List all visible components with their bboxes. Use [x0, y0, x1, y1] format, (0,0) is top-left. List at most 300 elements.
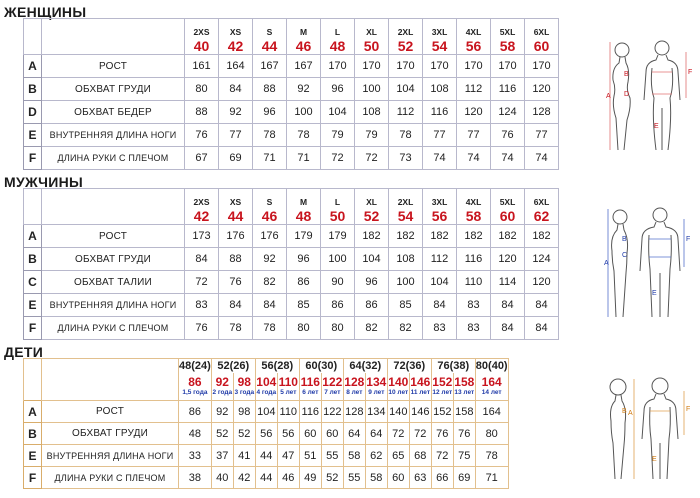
value-cell: 104 [321, 101, 355, 124]
age-label: 11 лет [410, 388, 431, 396]
size-header-cell [355, 19, 389, 55]
size-header-cell [219, 19, 253, 55]
value-cell: 92 [253, 248, 287, 271]
intl-size-label: 4XL [465, 27, 482, 37]
table-row [24, 225, 559, 248]
table-row [24, 101, 559, 124]
value-cell: 120 [525, 271, 559, 294]
size-header-cell [457, 19, 491, 55]
height-value-label: 140 [388, 374, 409, 389]
row-letter: B [24, 78, 42, 101]
men-size-table [23, 188, 559, 340]
size-header-cell [287, 189, 321, 225]
kids-title: ДЕТИ [4, 344, 44, 360]
intl-size-label: 5XL [499, 197, 516, 207]
value-cell: 86 [287, 271, 321, 294]
intl-size-label: S [266, 27, 273, 37]
value-cell: 73 [389, 147, 423, 170]
value-cell: 116 [423, 101, 457, 124]
value-cell: 82 [253, 271, 287, 294]
intl-size-label: 4XL [465, 197, 482, 207]
table-row [24, 423, 509, 445]
kids-body-figure [598, 375, 698, 485]
size-header-cell [253, 19, 287, 55]
table-row [24, 248, 559, 271]
row-parameter-label: ВНУТРЕННЯЯ ДЛИНА НОГИ [42, 445, 179, 467]
value-cell: 122 [321, 401, 343, 423]
height-size-header [321, 373, 343, 401]
svg-text:F: F [688, 69, 693, 76]
size-header-cell [185, 189, 219, 225]
women-body-figure [600, 38, 700, 158]
value-cell: 120 [491, 248, 525, 271]
height-value-label: 92 [215, 374, 229, 389]
age-group-header: 76(38) [431, 359, 475, 373]
svg-text:F: F [686, 406, 691, 413]
size-header-cell [321, 19, 355, 55]
size-header-cell [389, 189, 423, 225]
svg-text:A: A [606, 93, 611, 100]
row-parameter-label: ОБХВАТ ГРУДИ [42, 78, 185, 101]
value-cell: 33 [179, 445, 212, 467]
value-cell: 161 [185, 55, 219, 78]
value-cell: 74 [457, 147, 491, 170]
svg-text:B: B [622, 236, 627, 243]
ru-size-label: 56 [465, 38, 482, 54]
age-label: 2 года [212, 388, 233, 396]
height-value-label: 122 [322, 374, 343, 389]
height-value-label: 86 [188, 374, 202, 389]
intl-size-label: 2XL [397, 27, 414, 37]
value-cell: 52 [321, 467, 343, 489]
value-cell: 84 [491, 294, 525, 317]
ru-size-label: 54 [431, 38, 448, 54]
size-header-cell [253, 189, 287, 225]
age-label: 6 лет [302, 388, 319, 396]
value-cell: 134 [365, 401, 387, 423]
height-size-header [277, 373, 299, 401]
value-cell: 72 [355, 147, 389, 170]
value-cell: 128 [343, 401, 365, 423]
height-size-header [299, 373, 321, 401]
svg-text:E: E [652, 456, 657, 463]
height-size-header [179, 373, 212, 401]
value-cell: 112 [389, 101, 423, 124]
value-cell: 51 [299, 445, 321, 467]
height-value-label: 164 [481, 374, 502, 389]
height-size-header [409, 373, 431, 401]
height-value-label: 110 [278, 374, 298, 389]
row-parameter-label: РОСТ [42, 401, 179, 423]
men-body-figure [598, 205, 698, 325]
row-letter: A [24, 225, 42, 248]
size-header-cell [287, 19, 321, 55]
row-parameter-label: РОСТ [42, 225, 185, 248]
value-cell: 78 [219, 317, 253, 340]
value-cell: 74 [423, 147, 457, 170]
value-cell: 96 [321, 78, 355, 101]
age-group-header: 80(40) [475, 359, 508, 372]
value-cell: 78 [475, 445, 508, 467]
value-cell: 62 [365, 445, 387, 467]
intl-size-label: 2XS [193, 197, 210, 207]
height-value-label: 146 [410, 374, 431, 389]
value-cell: 120 [525, 78, 559, 101]
value-cell: 170 [525, 55, 559, 78]
value-cell: 63 [409, 467, 431, 489]
row-letter: A [24, 55, 42, 78]
intl-size-label: L [334, 27, 341, 37]
header-blank [24, 359, 42, 401]
row-letter: F [24, 467, 42, 489]
value-cell: 158 [453, 401, 475, 423]
value-cell: 84 [525, 294, 559, 317]
row-letter: A [24, 401, 42, 423]
height-size-header [211, 373, 233, 401]
value-cell: 76 [431, 423, 453, 445]
value-cell: 104 [255, 401, 277, 423]
height-size-header [475, 373, 508, 401]
table-row [24, 271, 559, 294]
value-cell: 41 [233, 445, 255, 467]
intl-size-label: XS [229, 27, 242, 37]
value-cell: 167 [287, 55, 321, 78]
ru-size-label: 44 [261, 38, 278, 54]
value-cell: 96 [253, 101, 287, 124]
value-cell: 86 [321, 294, 355, 317]
intl-size-label: 6XL [533, 27, 550, 37]
height-value-label: 152 [432, 374, 453, 389]
size-header-cell [423, 189, 457, 225]
age-label: 5 лет [280, 388, 297, 396]
row-letter: D [24, 101, 42, 124]
header-blank [24, 19, 42, 55]
age-group-header: 52(26) [211, 359, 255, 373]
height-size-header [233, 373, 255, 401]
size-header-cell [185, 19, 219, 55]
intl-size-label: XL [366, 27, 377, 37]
value-cell: 179 [287, 225, 321, 248]
value-cell: 48 [179, 423, 212, 445]
intl-size-label: L [334, 197, 341, 207]
value-cell: 64 [343, 423, 365, 445]
size-header-cell [423, 19, 457, 55]
age-label: 12 лет [432, 388, 453, 396]
svg-text:B: B [624, 71, 629, 78]
value-cell: 72 [387, 423, 409, 445]
age-group-header: 56(28) [255, 359, 299, 373]
value-cell: 78 [253, 317, 287, 340]
height-size-header [453, 373, 475, 401]
value-cell: 170 [321, 55, 355, 78]
value-cell: 110 [277, 401, 299, 423]
value-cell: 72 [409, 423, 431, 445]
value-cell: 82 [355, 317, 389, 340]
value-cell: 112 [423, 248, 457, 271]
value-cell: 112 [457, 78, 491, 101]
value-cell: 80 [475, 423, 508, 445]
header-blank [42, 19, 185, 55]
svg-text:E: E [652, 290, 657, 297]
value-cell: 60 [299, 423, 321, 445]
age-group-header: 60(30) [299, 359, 343, 373]
row-parameter-label: ОБХВАТ ТАЛИИ [42, 271, 185, 294]
value-cell: 124 [491, 101, 525, 124]
row-parameter-label: ОБХВАТ ГРУДИ [42, 248, 185, 271]
value-cell: 100 [321, 248, 355, 271]
value-cell: 104 [355, 248, 389, 271]
value-cell: 77 [457, 124, 491, 147]
table-row [24, 467, 509, 489]
age-label: 14 лет [481, 388, 502, 396]
svg-text:F: F [686, 236, 691, 243]
height-size-header [343, 373, 365, 401]
value-cell: 83 [457, 294, 491, 317]
value-cell: 85 [389, 294, 423, 317]
value-cell: 71 [475, 467, 508, 489]
value-cell: 88 [219, 248, 253, 271]
value-cell: 128 [525, 101, 559, 124]
row-parameter-label: РОСТ [42, 55, 185, 78]
ru-size-label: 42 [227, 38, 244, 54]
value-cell: 52 [233, 423, 255, 445]
ru-size-label: 58 [465, 208, 482, 224]
value-cell: 182 [355, 225, 389, 248]
ru-size-label: 50 [329, 208, 346, 224]
value-cell: 170 [457, 55, 491, 78]
value-cell: 55 [343, 467, 365, 489]
intl-size-label: 3XL [431, 197, 448, 207]
value-cell: 38 [179, 467, 212, 489]
row-letter: E [24, 124, 42, 147]
value-cell: 58 [365, 467, 387, 489]
value-cell: 76 [219, 271, 253, 294]
value-cell: 84 [253, 294, 287, 317]
value-cell: 46 [277, 467, 299, 489]
table-row [24, 55, 559, 78]
value-cell: 66 [431, 467, 453, 489]
table-row [24, 317, 559, 340]
value-cell: 52 [211, 423, 233, 445]
height-value-label: 128 [344, 374, 365, 389]
value-cell: 80 [287, 317, 321, 340]
value-cell: 74 [525, 147, 559, 170]
table-row [24, 401, 509, 423]
ru-size-label: 52 [363, 208, 380, 224]
value-cell: 100 [287, 101, 321, 124]
value-cell: 92 [219, 101, 253, 124]
row-parameter-label: ВНУТРЕННЯЯ ДЛИНА НОГИ [42, 124, 185, 147]
row-letter: F [24, 317, 42, 340]
value-cell: 84 [219, 78, 253, 101]
intl-size-label: 5XL [499, 27, 516, 37]
value-cell: 76 [185, 124, 219, 147]
row-parameter-label: ДЛИНА РУКИ С ПЛЕЧОМ [42, 147, 185, 170]
value-cell: 60 [321, 423, 343, 445]
value-cell: 74 [491, 147, 525, 170]
row-parameter-label: ВНУТРЕННЯЯ ДЛИНА НОГИ [42, 294, 185, 317]
value-cell: 88 [185, 101, 219, 124]
value-cell: 116 [491, 78, 525, 101]
value-cell: 69 [453, 467, 475, 489]
value-cell: 114 [491, 271, 525, 294]
value-cell: 108 [423, 78, 457, 101]
value-cell: 96 [287, 248, 321, 271]
value-cell: 108 [355, 101, 389, 124]
value-cell: 100 [389, 271, 423, 294]
value-cell: 67 [185, 147, 219, 170]
size-header-cell [321, 189, 355, 225]
value-cell: 69 [219, 147, 253, 170]
value-cell: 78 [253, 124, 287, 147]
intl-size-label: M [299, 27, 308, 37]
svg-text:A: A [604, 260, 609, 267]
svg-text:A: A [628, 410, 633, 417]
size-header-cell [389, 19, 423, 55]
age-label: 4 года [256, 388, 277, 396]
intl-size-label: 2XL [397, 197, 414, 207]
ru-size-label: 54 [397, 208, 414, 224]
height-size-header [365, 373, 387, 401]
age-label: 10 лет [388, 388, 409, 396]
ru-size-label: 44 [227, 208, 244, 224]
age-group-header: 72(36) [387, 359, 431, 373]
value-cell: 82 [389, 317, 423, 340]
height-size-header [431, 373, 453, 401]
value-cell: 120 [457, 101, 491, 124]
row-parameter-label: ДЛИНА РУКИ С ПЛЕЧОМ [42, 317, 185, 340]
height-size-header [255, 373, 277, 401]
value-cell: 146 [409, 401, 431, 423]
value-cell: 124 [525, 248, 559, 271]
value-cell: 58 [343, 445, 365, 467]
value-cell: 68 [409, 445, 431, 467]
value-cell: 72 [321, 147, 355, 170]
size-header-cell [219, 189, 253, 225]
value-cell: 83 [423, 317, 457, 340]
value-cell: 88 [253, 78, 287, 101]
value-cell: 78 [287, 124, 321, 147]
value-cell: 86 [355, 294, 389, 317]
value-cell: 79 [321, 124, 355, 147]
value-cell: 176 [253, 225, 287, 248]
svg-text:E: E [654, 123, 659, 130]
size-header-cell [525, 19, 559, 55]
size-header-cell [525, 189, 559, 225]
value-cell: 98 [233, 401, 255, 423]
row-letter: C [24, 271, 42, 294]
value-cell: 65 [387, 445, 409, 467]
value-cell: 84 [185, 248, 219, 271]
table-row [24, 124, 559, 147]
value-cell: 173 [185, 225, 219, 248]
row-parameter-label: ДЛИНА РУКИ С ПЛЕЧОМ [42, 467, 179, 489]
value-cell: 152 [431, 401, 453, 423]
ru-size-label: 48 [295, 208, 312, 224]
row-parameter-label: ОБХВАТ БЕДЕР [42, 101, 185, 124]
row-letter: E [24, 445, 42, 467]
value-cell: 71 [253, 147, 287, 170]
child-side-silhouette [610, 379, 626, 479]
value-cell: 176 [219, 225, 253, 248]
value-cell: 75 [453, 445, 475, 467]
age-label: 1,5 года [182, 388, 208, 396]
value-cell: 37 [211, 445, 233, 467]
value-cell: 116 [457, 248, 491, 271]
value-cell: 85 [287, 294, 321, 317]
intl-size-label: 2XS [193, 27, 210, 37]
height-size-header [387, 373, 409, 401]
value-cell: 60 [387, 467, 409, 489]
value-cell: 47 [277, 445, 299, 467]
ru-size-label: 56 [431, 208, 448, 224]
row-letter: E [24, 294, 42, 317]
value-cell: 116 [299, 401, 321, 423]
ru-size-label: 46 [261, 208, 278, 224]
age-label: 13 лет [454, 388, 475, 396]
table-row [24, 78, 559, 101]
row-letter: B [24, 423, 42, 445]
kids-size-table [23, 358, 509, 489]
ru-size-label: 58 [499, 38, 516, 54]
row-letter: B [24, 248, 42, 271]
size-header-cell [457, 189, 491, 225]
value-cell: 182 [525, 225, 559, 248]
size-header-cell [355, 189, 389, 225]
header-blank [42, 359, 179, 401]
men-title: МУЖЧИНЫ [4, 174, 84, 190]
value-cell: 55 [321, 445, 343, 467]
height-value-label: 158 [454, 374, 475, 389]
age-label: 7 лет [324, 388, 341, 396]
svg-text:D: D [624, 91, 630, 98]
value-cell: 170 [389, 55, 423, 78]
value-cell: 100 [355, 78, 389, 101]
header-blank [24, 189, 42, 225]
age-label: 9 лет [368, 388, 385, 396]
value-cell: 104 [389, 78, 423, 101]
value-cell: 84 [423, 294, 457, 317]
value-cell: 164 [219, 55, 253, 78]
value-cell: 170 [423, 55, 457, 78]
woman-front-silhouette [644, 41, 680, 150]
value-cell: 104 [423, 271, 457, 294]
value-cell: 80 [321, 317, 355, 340]
intl-size-label: S [266, 197, 273, 207]
value-cell: 84 [525, 317, 559, 340]
value-cell: 77 [525, 124, 559, 147]
table-row [24, 294, 559, 317]
value-cell: 96 [355, 271, 389, 294]
child-front-silhouette [642, 378, 678, 479]
svg-text:B: B [622, 408, 627, 415]
ru-size-label: 62 [533, 208, 550, 224]
value-cell: 90 [321, 271, 355, 294]
value-cell: 80 [185, 78, 219, 101]
age-group-header: 64(32) [343, 359, 387, 373]
value-cell: 77 [423, 124, 457, 147]
value-cell: 179 [321, 225, 355, 248]
header-blank [42, 189, 185, 225]
value-cell: 64 [365, 423, 387, 445]
value-cell: 164 [475, 401, 508, 423]
svg-text:C: C [622, 252, 628, 259]
height-value-label: 116 [300, 374, 320, 389]
value-cell: 84 [491, 317, 525, 340]
value-cell: 167 [253, 55, 287, 78]
ru-size-label: 42 [193, 208, 210, 224]
intl-size-label: XS [229, 197, 242, 207]
